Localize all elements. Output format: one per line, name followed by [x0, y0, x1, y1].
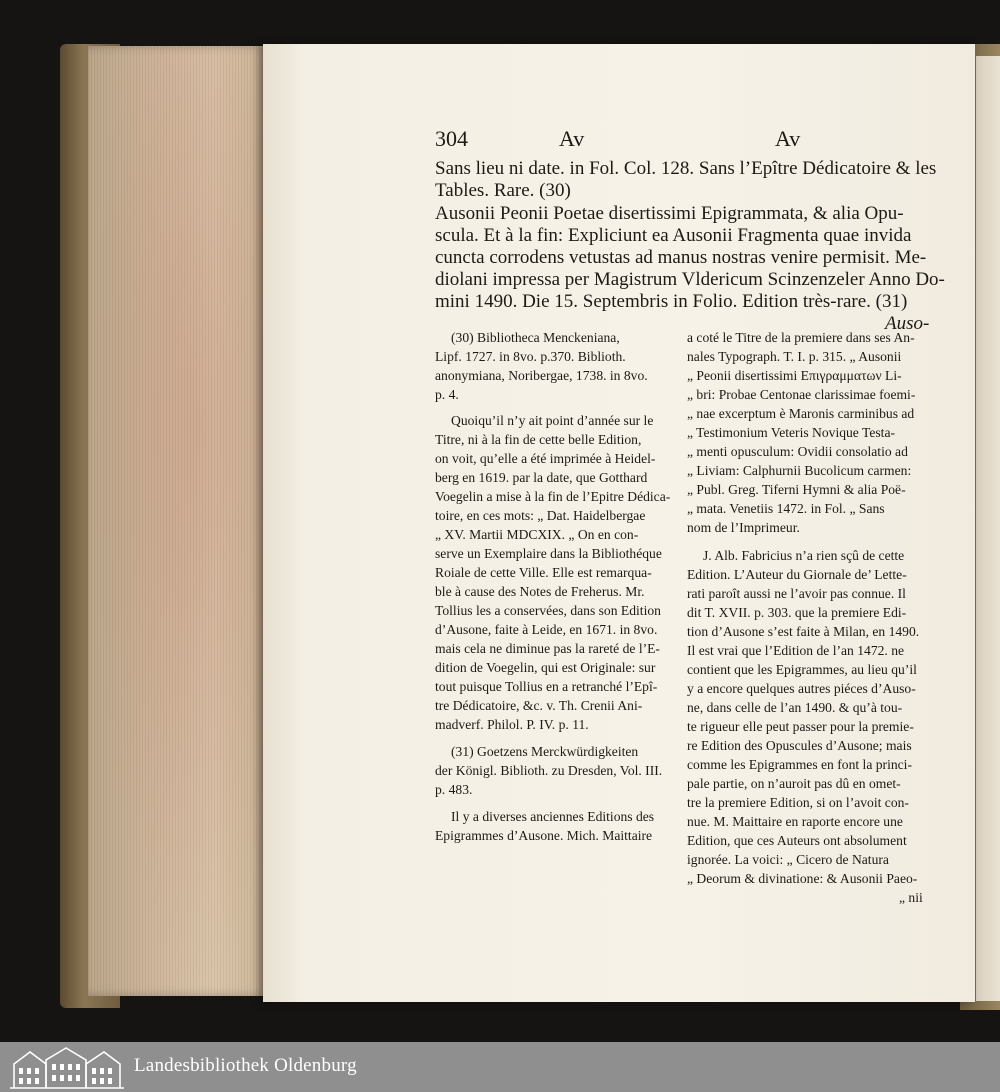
paragraph-line: „ bri: Probae Centonae clarissimae foemi- [687, 387, 916, 402]
paragraph-line: mais cela ne diminue pas la rareté de l’E- [435, 641, 660, 656]
paragraph-line: nales Typograph. T. I. p. 315. „ Ausonii [687, 349, 902, 364]
paragraph-line: tre Dédicatoire, &c. v. Th. Crenii Ani- [435, 698, 643, 713]
paragraph-line: a coté le Titre de la premiere dans ses An- [687, 330, 915, 345]
paragraph-line: Il y a diverses anciennes Editions des [451, 809, 655, 824]
paragraph-line: tout puisque Tollius en a retranché l’Epî- [435, 679, 658, 694]
paragraph-line: Roiale de cette Ville. Elle est remarqua- [435, 565, 652, 580]
paragraph-line: „ Testimonium Veteris Novique Testa- [687, 425, 896, 440]
paragraph-line: ne, dans celle de l’an 1490. & qu’à tou- [687, 700, 903, 715]
catchword: Auso- [885, 313, 930, 334]
paragraph-line: berg en 1619. par la date, que Gotthard [435, 470, 648, 485]
paragraph-line: ignorée. La voici: „ Cicero de Natura [687, 852, 889, 867]
paragraph-line: „ Deorum & divinatione: & Ausonii Paeo- [687, 871, 918, 886]
paragraph-line: Epigrammes d’Ausone. Mich. Maittaire [435, 828, 653, 843]
paragraph-line: „ Publ. Greg. Tiferni Hymni & alia Poë- [687, 482, 906, 497]
footnote-column-left [435, 328, 675, 848]
footnote-line: p. 4. [435, 387, 459, 402]
paragraph-line: „ menti opusculum: Ovidii consolatio ad [687, 444, 908, 459]
page-edges-stack [88, 46, 268, 996]
paragraph-line: Voegelin a mise à la fin de l’Epitre Dédica- [435, 489, 671, 504]
paragraph-line: „ XV. Martii MDCXIX. „ On en con- [435, 527, 639, 542]
paragraph-line: Edition. L’Auteur du Giornale de’ Lette- [687, 567, 907, 582]
paragraph-line: pale partie, on n’auroit pas dû en omet- [687, 776, 901, 791]
running-head-right: Av [775, 126, 801, 151]
paragraph-line: J. Alb. Fabricius n’a rien sçû de cette [703, 548, 905, 563]
paragraph-line: te rigueur elle peut passer pour la premie- [687, 719, 914, 734]
paragraph-line: Quoiqu’il n’y ait point d’année sur le [451, 413, 654, 428]
paragraph-line: toire, en ces mots: „ Dat. Haidelbergae [435, 508, 646, 523]
paragraph-line: Titre, ni à la fin de cette belle Edition, [435, 432, 642, 447]
footnote-column-right [687, 328, 925, 905]
paragraph-line: contient que les Epigrammes, au lieu qu’il [687, 662, 917, 677]
paragraph-line: re Edition des Opuscules d’Ausone; mais [687, 738, 912, 753]
paragraph-line: on voit, qu’elle a été imprimée à Heidel- [435, 451, 656, 466]
page-number: 304 [435, 126, 468, 151]
footnote-line: anonymiana, Noribergae, 1738. in 8vo. [435, 368, 648, 383]
paragraph-line: madverf. Philol. P. IV. p. 11. [435, 717, 589, 732]
book-page [263, 44, 975, 1002]
paragraph-line: serve un Exemplaire dans la Bibliothéque [435, 546, 662, 561]
paragraph-line: Il est vrai que l’Edition de l’an 1472. ne [687, 643, 905, 658]
footnote-line: der Königl. Biblioth. zu Dresden, Vol. III. [435, 763, 663, 778]
paragraph-line: rati paroît aussi ne l’avoir pas connue. Il [687, 586, 906, 601]
footnote-line: p. 483. [435, 782, 473, 797]
catchword: „ nii [899, 890, 923, 905]
paragraph-line: comme les Epigrammes en font la princi- [687, 757, 912, 772]
main-line: cuncta corrodens vetustas ad manus nostras venire permisit. Me- [435, 247, 927, 268]
main-line: scula. Et à la fin: Expliciunt ea Ausonii Fragmenta quae invida [435, 225, 912, 246]
paragraph-line: „ nae excerptum è Maronis carminibus ad [687, 406, 915, 421]
footnote-line: (30) Bibliotheca Menckeniana, [451, 330, 620, 345]
library-building-logo-icon [8, 1044, 126, 1090]
paragraph-line: nom de l’Imprimeur. [687, 520, 800, 535]
main-line: Tables. Rare. (30) [435, 180, 571, 201]
paragraph-line: dition de Voegelin, qui est Originale: sur [435, 660, 656, 675]
paragraph-line: d’Ausone, faite à Leide, en 1671. in 8vo. [435, 622, 658, 637]
paragraph-line: ble à cause des Notes de Freherus. Mr. [435, 584, 645, 599]
paragraph-line: tre la premiere Edition, si on l’avoit con- [687, 795, 909, 810]
paragraph-line: tion d’Ausone s’est faite à Milan, en 1490. [687, 624, 920, 639]
running-head-left: Av [559, 126, 585, 151]
paragraph-line: Edition, que ces Auteurs ont absolument [687, 833, 907, 848]
paragraph-line: „ Peonii disertissimi Επιγραμματων Li- [687, 368, 902, 383]
paragraph-line: y a encore quelques autres piéces d’Auso- [687, 681, 916, 696]
paragraph-line: „ mata. Venetiis 1472. in Fol. „ Sans [687, 501, 885, 516]
paragraph-line: „ Liviam: Calphurnii Bucolicum carmen: [687, 463, 912, 478]
main-line: Ausonii Peonii Poetae disertissimi Epigrammata, & alia Opu- [435, 203, 904, 224]
right-page-edge [976, 56, 1000, 1001]
footnote-line: (31) Goetzens Merckwürdigkeiten [451, 744, 639, 759]
library-name: Landesbibliothek Oldenburg [134, 1055, 357, 1076]
paragraph-line: dit T. XVII. p. 303. que la premiere Edi- [687, 605, 907, 620]
paragraph-line: nue. M. Maittaire en raporte encore une [687, 814, 903, 829]
main-line: Sans lieu ni date. in Fol. Col. 128. Sans l’Epître Dédicatoire & les [435, 158, 937, 179]
main-line: mini 1490. Die 15. Septembris in Folio. Edition très-rare. (31) [435, 291, 908, 312]
footnote-line: Lipf. 1727. in 8vo. p.370. Biblioth. [435, 349, 626, 364]
main-line: diolani impressa per Magistrum Vldericum Scinzenzeler Anno Do- [435, 269, 945, 290]
paragraph-line: Tollius les a conservées, dans son Edition [435, 603, 661, 618]
library-footer-bar [0, 1042, 1000, 1092]
